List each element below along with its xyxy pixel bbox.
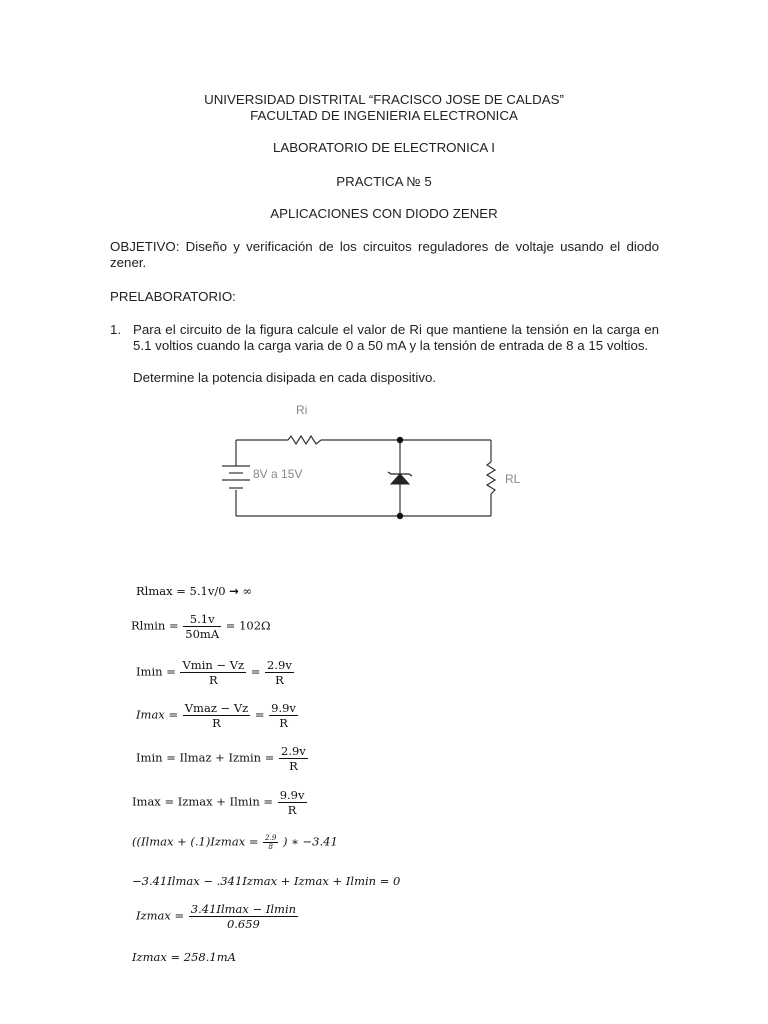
- ri-label: Ri: [296, 403, 308, 417]
- equation-izmax-formula: Izmax = $\frac{3.41Ilmax - Ilmin}{0.659}$: [136, 902, 297, 931]
- rl-label: RL: [505, 472, 521, 486]
- resistor-ri-icon: [288, 436, 321, 444]
- equation-rlmax: Rlmax = 5.1v/0 → ∞: [136, 584, 253, 598]
- equation-system: ((Ilmax + (.1)Izmax = $\frac{2.9}{8}$ ) ∗ −3.41: [132, 834, 338, 851]
- equation-izmax-result: Izmax = 258.1mA: [132, 950, 236, 964]
- equation-imax-sum: Imax = Izmax + Ilmin = $\frac{9.9v}{R}$: [132, 788, 305, 817]
- battery-icon: [222, 466, 250, 488]
- node-dot: [397, 437, 403, 443]
- equation-imax: Imax = $\frac{\text{Vmaz − Vz}}{R}$ = $\frac{9.9v}{R}$: [136, 701, 296, 730]
- equation-rlmin: Rlmin = $\frac{5.1v}{50mA}$ = 102Ω: [131, 612, 271, 641]
- objective-label: OBJETIVO:: [110, 239, 180, 254]
- question-text: Para el circuito de la figura calcule el valor de Ri que mantiene la tensión en la carga en 5.1 voltios cuando la carga varia de 0 a 50 mA y la tensión de entrada de 8 a 15 voltios.: [133, 322, 659, 353]
- arrow-right-icon: →: [229, 584, 239, 598]
- equation-imin: Imin = $\frac{Vmin - Vz}{R}$ = $\frac{2.9v}{R}$: [136, 658, 292, 687]
- source-label: 8V a 15V: [253, 467, 303, 481]
- lab-title: LABORATORIO DE ELECTRONICA I: [273, 140, 495, 155]
- faculty-title: FACULTAD DE INGENIERIA ELECTRONICA: [250, 108, 518, 123]
- resistor-rl-icon: [487, 462, 495, 494]
- equation-imin-sum: Imin = Ilmaz + Izmin = $\frac{2.9v}{R}$: [136, 744, 306, 773]
- question-number: 1.: [110, 322, 122, 337]
- practice-title: PRACTICA № 5: [336, 174, 432, 189]
- prelab-heading: PRELABORATORIO:: [110, 289, 236, 304]
- university-title: UNIVERSIDAD DISTRITAL “FRACISCO JOSE DE CALDAS”: [204, 92, 564, 107]
- objective-text: Diseño y verificación de los circuitos reguladores de voltaje usando el diodo zener.: [110, 239, 659, 270]
- zener-diode-icon: [388, 472, 412, 484]
- equation-expanded: −3.41Ilmax − .341Izmax + Izmax + Ilmin = 0: [132, 874, 401, 888]
- question-text-2: Determine la potencia disipada en cada dispositivo.: [133, 370, 437, 385]
- node-dot: [397, 513, 403, 519]
- topic-title: APLICACIONES CON DIODO ZENER: [270, 206, 498, 221]
